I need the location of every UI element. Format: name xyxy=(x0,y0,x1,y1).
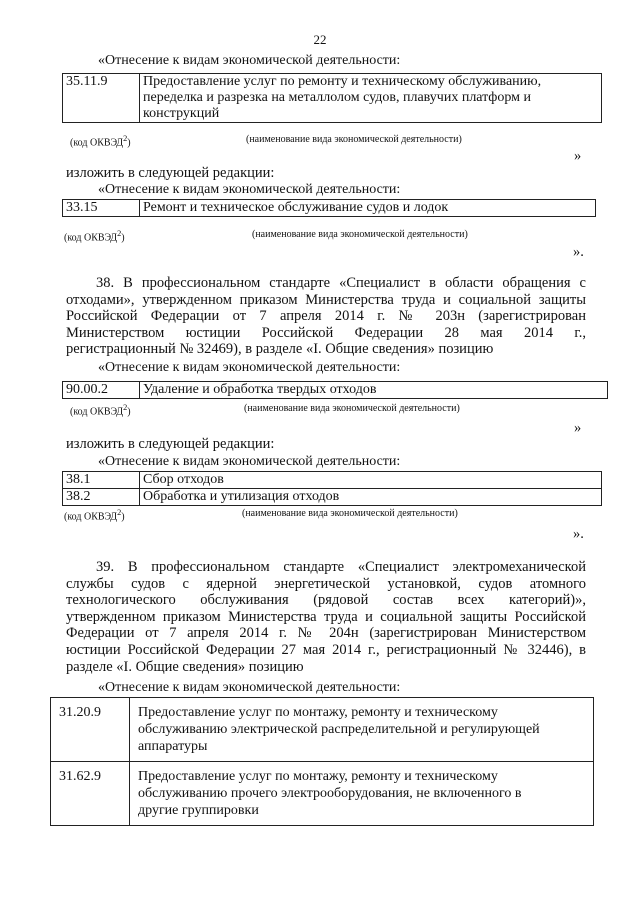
table-row xyxy=(51,762,594,826)
activity-name-line: Предоставление услуг по монтажу, ремонту и техническому xyxy=(138,705,498,720)
table-row xyxy=(63,382,608,399)
caption-activity-4: (наименование вида экономической деятельности) xyxy=(242,508,458,519)
paragraph-line: технологического обслуживания (рядовой состав всех категорий)», xyxy=(66,592,586,609)
okved-table-3 xyxy=(62,381,608,399)
activity-name-line: Обработка и утилизация отходов xyxy=(143,489,340,504)
paragraph-line: юстиции Российской Федерации 27 мая 2014 г., регистрационный № 32446), в xyxy=(66,641,586,658)
paragraph-line: службы судов с ядерной энергетической установкой, судов атомного xyxy=(66,575,586,592)
page-number: 22 xyxy=(313,32,327,47)
section-heading-3: «Отнесение к видам экономической деятельности: xyxy=(98,360,401,375)
paragraph-39 xyxy=(66,559,586,675)
activity-name-cell xyxy=(140,472,602,489)
okved-code-cell: 35.11.9 xyxy=(63,74,140,123)
activity-name-line: Удаление и обработка твердых отходов xyxy=(143,382,377,397)
activity-name-cell xyxy=(140,74,602,123)
activity-name-line: конструкций xyxy=(143,106,220,121)
paragraph-line: Федерации от 7 апреля 2014 г. № 204н (зарегистрирован Министерством xyxy=(66,625,586,642)
restate-text-1: изложить в следующей редакции: xyxy=(66,165,275,181)
restate-text-2: изложить в следующей редакции: xyxy=(66,436,275,452)
activity-name-cell xyxy=(130,698,594,762)
paragraph-line: утвержденном приказом Министерства труда и социальной защиты Российской xyxy=(66,608,586,625)
activity-name-cell xyxy=(140,200,596,217)
activity-name-line: Предоставление услуг по монтажу, ремонту и техническому xyxy=(138,769,498,784)
caption-activity-2: (наименование вида экономической деятельности) xyxy=(252,229,468,240)
caption-activity-3: (наименование вида экономической деятельности) xyxy=(244,403,460,414)
table-row xyxy=(63,74,602,123)
activity-name-line: Предоставление услуг по ремонту и техническому обслуживанию, xyxy=(143,74,542,89)
okved-code-cell: 31.62.9 xyxy=(51,762,130,826)
okved-table-4 xyxy=(62,471,602,506)
close-quote-1: » xyxy=(574,148,582,164)
okved-table-5 xyxy=(50,697,594,826)
section-heading-4: «Отнесение к видам экономической деятельности: xyxy=(98,454,401,469)
okved-code-cell: 90.00.2 xyxy=(63,382,140,399)
activity-name-cell xyxy=(130,762,594,826)
close-quote-2: ». xyxy=(573,244,584,260)
activity-name-cell xyxy=(140,489,602,506)
caption-code-3: (код ОКВЭД$^2$) xyxy=(70,403,131,418)
section-heading-5: «Отнесение к видам экономической деятельности: xyxy=(98,680,401,695)
activity-name-line: аппаратуры xyxy=(138,739,208,754)
paragraph-38 xyxy=(66,275,586,358)
paragraph-line: отходами», утвержденном приказом Министерства труда и социальной защиты xyxy=(66,291,586,308)
paragraph-line: 39. В профессиональном стандарте «Специалист электромеханической xyxy=(96,559,586,575)
caption-code-1: (код ОКВЭД$^2$) xyxy=(70,134,131,149)
caption-code-4: (код ОКВЭД$^2$) xyxy=(64,508,125,523)
okved-code-cell: 31.20.9 xyxy=(51,698,130,762)
close-quote-4: ». xyxy=(573,526,584,542)
okved-table-2 xyxy=(62,199,596,217)
paragraph-line: регистрационный № 32469), в разделе «I. Общие сведения» позицию xyxy=(66,341,494,358)
section-heading-2: «Отнесение к видам экономической деятельности: xyxy=(98,182,401,197)
okved-code-cell: 33.15 xyxy=(63,200,140,217)
activity-name-line: Ремонт и техническое обслуживание судов и лодок xyxy=(143,200,449,215)
paragraph-line: разделе «I. Общие сведения» позицию xyxy=(66,658,304,675)
okved-code-cell: 38.1 xyxy=(63,472,140,489)
section-heading-1: «Отнесение к видам экономической деятельности: xyxy=(98,53,401,68)
paragraph-line: Министерством юстиции Российской Федерации 28 мая 2014 г., xyxy=(66,324,586,341)
table-row xyxy=(63,200,596,217)
okved-table-1 xyxy=(62,73,602,123)
activity-name-line: обслуживанию электрической распределительной и регулирующей xyxy=(138,722,540,737)
paragraph-line: Российской Федерации от 7 апреля 2014 г. № 203н (зарегистрирован xyxy=(66,308,586,325)
caption-code-2: (код ОКВЭД$^2$) xyxy=(64,229,125,244)
table-row xyxy=(63,489,602,506)
table-row xyxy=(51,698,594,762)
activity-name-line: обслуживанию прочего электрооборудования, не включенного в xyxy=(138,786,522,801)
activity-name-line: Сбор отходов xyxy=(143,472,224,487)
close-quote-3: » xyxy=(574,420,582,436)
paragraph-line: 38. В профессиональном стандарте «Специалист в области обращения с xyxy=(96,275,586,291)
activity-name-cell xyxy=(140,382,608,399)
table-row xyxy=(63,472,602,489)
okved-code-cell: 38.2 xyxy=(63,489,140,506)
activity-name-line: переделка и разрезка на металлолом судов, плавучих платформ и xyxy=(143,90,531,105)
caption-activity-1: (наименование вида экономической деятельности) xyxy=(246,134,462,145)
activity-name-line: другие группировки xyxy=(138,803,259,818)
